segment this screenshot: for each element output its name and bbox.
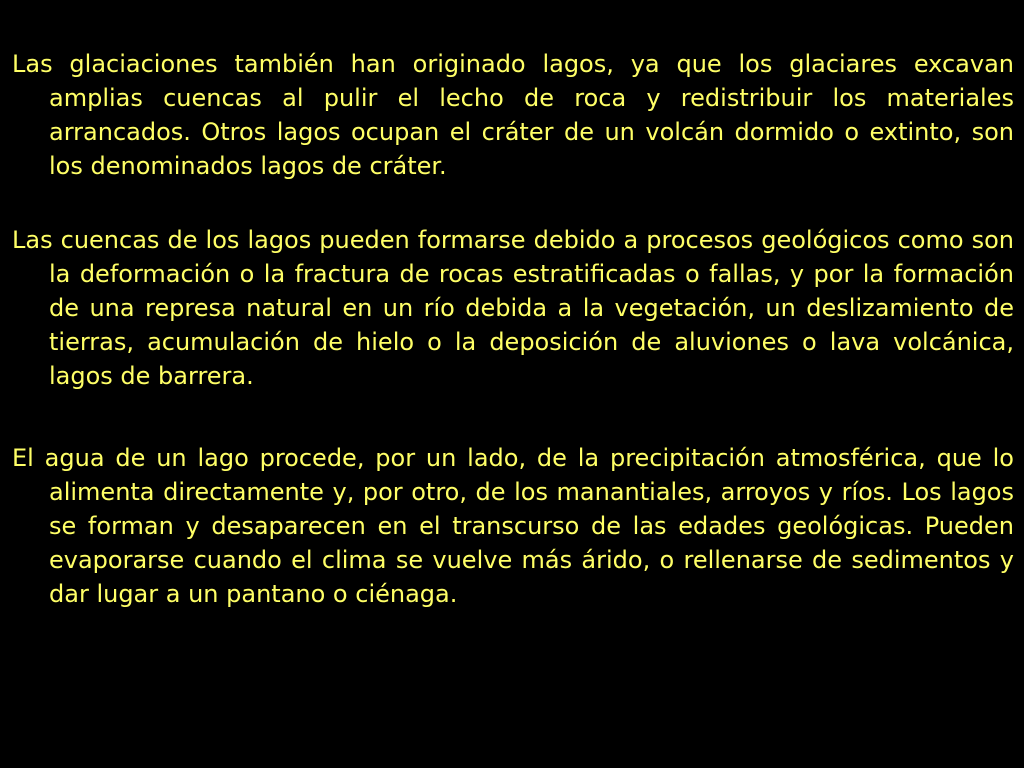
paragraph-lake-basins: Las cuencas de los lagos pueden formarse debido a procesos geológicos como son la deformación o la fractura de rocas estratificadas o fallas, y por la formación de una represa natural en un río debida a la vegetación, un deslizamiento de tierras, acumulación de hielo o la deposición de aluviones o lava volcánica, lagos de barrera. <box>12 226 1014 390</box>
paragraph-glaciations: Las glaciaciones también han originado lagos, ya que los glaciares excavan amplias cuencas al pulir el lecho de roca y redistribuir los materiales arrancados. Otros lagos ocupan el cráter de un volcán dormido o extinto, son los denominados lagos de cráter. <box>12 50 1014 180</box>
slide-body <box>12 47 1014 611</box>
paragraph-lake-water: El agua de un lago procede, por un lado, de la precipitación atmosférica, que lo alimenta directamente y, por otro, de los manantiales, arroyos y ríos. Los lagos se forman y desaparecen en el transcurso de las edades geológicas. Pueden evaporarse cuando el clima se vuelve más árido, o rellenarse de sedimentos y dar lugar a un pantano o ciénaga. <box>12 444 1014 608</box>
